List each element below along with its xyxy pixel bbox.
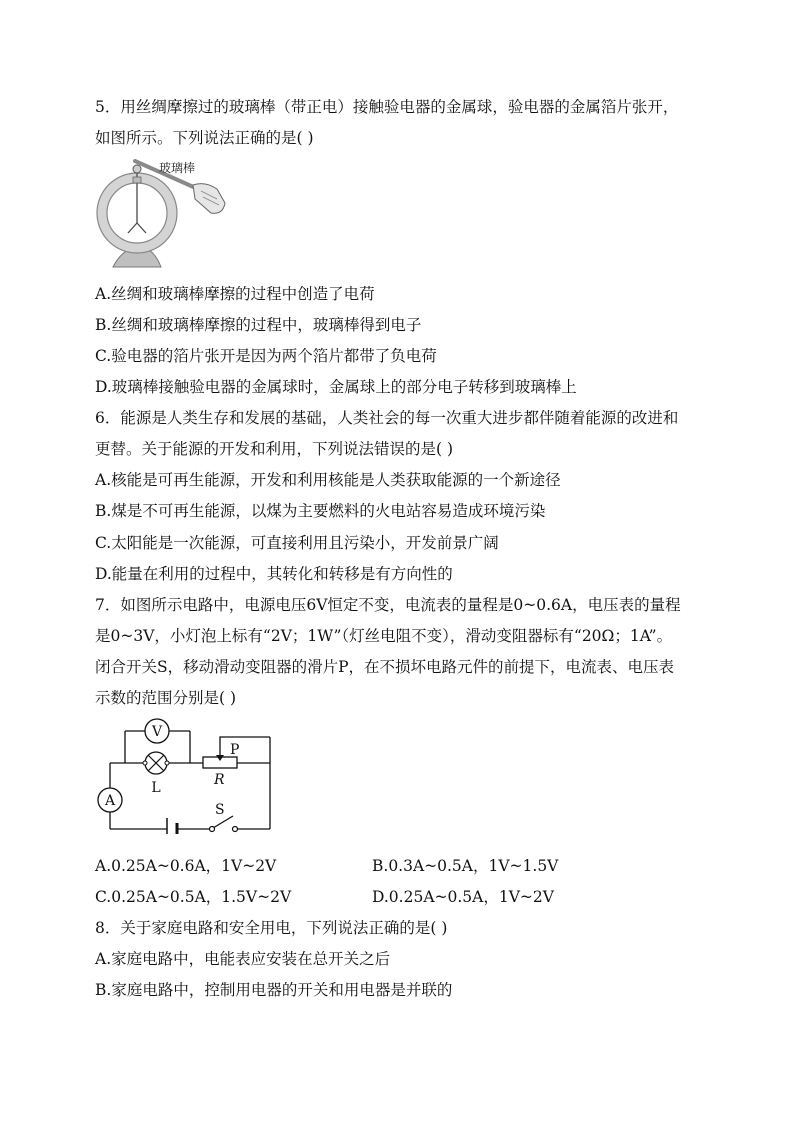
q5-option-b: B.丝绸和玻璃棒摩擦的过程中，玻璃棒得到电子 [95,316,422,334]
q7-stem-line3: 闭合开关S，移动滑动变阻器的滑片P，在不损坏电路元件的前提下，电流表、电压表 [95,658,675,676]
q5-option-a: A.丝绸和玻璃棒摩擦的过程中创造了电荷 [95,285,375,303]
rheostat-label: R [214,772,225,788]
q6-option-b: B.煤是不可再生能源，以煤为主要燃料的火电站容易造成环境污染 [95,502,546,520]
q8-option-b: B.家庭电路中，控制用电器的开关和用电器是并联的 [95,981,453,999]
q7-option-b: B.0.3A~0.5A，1V~1.5V [372,857,559,875]
q5-option-d: D.玻璃棒接触验电器的金属球时，金属球上的部分电子转移到玻璃棒上 [95,378,577,396]
q6-option-d: D.能量在利用的过程中，其转化和转移是有方向性的 [95,565,453,583]
slider-label: P [230,742,240,758]
circuit-diagram [95,712,280,834]
q7-option-d: D.0.25A~0.5A，1V~2V [372,888,554,906]
q7-option-c: C.0.25A~0.5A，1.5V~2V [95,888,292,906]
switch-label: S [215,802,225,818]
q7-stem-line2: 是0~3V，小灯泡上标有“2V；1W”（灯丝电阻不变），滑动变阻器标有“20Ω；1A”。 [95,627,673,645]
q6-option-c: C.太阳能是一次能源，可直接利用且污染小，开发前景广阔 [95,534,499,552]
q6-option-a: A.核能是可再生能源，开发和利用核能是人类获取能源的一个新途径 [95,471,561,489]
q5-option-c: C.验电器的箔片张开是因为两个箔片都带了负电荷 [95,347,437,365]
voltmeter-label: V [151,724,163,740]
q6-stem-line1: 6．能源是人类生存和发展的基础，人类社会的每一次重大进步都伴随着能源的改进和 [95,409,679,427]
glass-rod-label: 玻璃棒 [159,161,196,175]
q5-stem-line2: 如图所示。下列说法正确的是( ) [95,129,314,147]
q7-stem-line4: 示数的范围分别是( ) [95,689,237,707]
q7-option-a: A.0.25A~0.6A，1V~2V [95,857,277,875]
q7-stem-line1: 7．如图所示电路中，电源电压6V恒定不变，电流表的量程是0~0.6A，电压表的量程 [95,596,681,614]
q5-stem-line1: 5．用丝绸摩擦过的玻璃棒（带正电）接触验电器的金属球，验电器的金属箔片张开， [95,98,679,116]
ammeter-label: A [104,793,116,809]
q6-stem-line2: 更替。关于能源的开发和利用，下列说法错误的是( ) [95,440,454,458]
lamp-label: L [151,780,161,796]
q8-stem-line1: 8．关于家庭电路和安全用电，下列说法正确的是( ) [95,919,448,937]
q8-option-a: A.家庭电路中，电能表应安装在总开关之后 [95,950,391,968]
electroscope-figure [95,155,235,273]
